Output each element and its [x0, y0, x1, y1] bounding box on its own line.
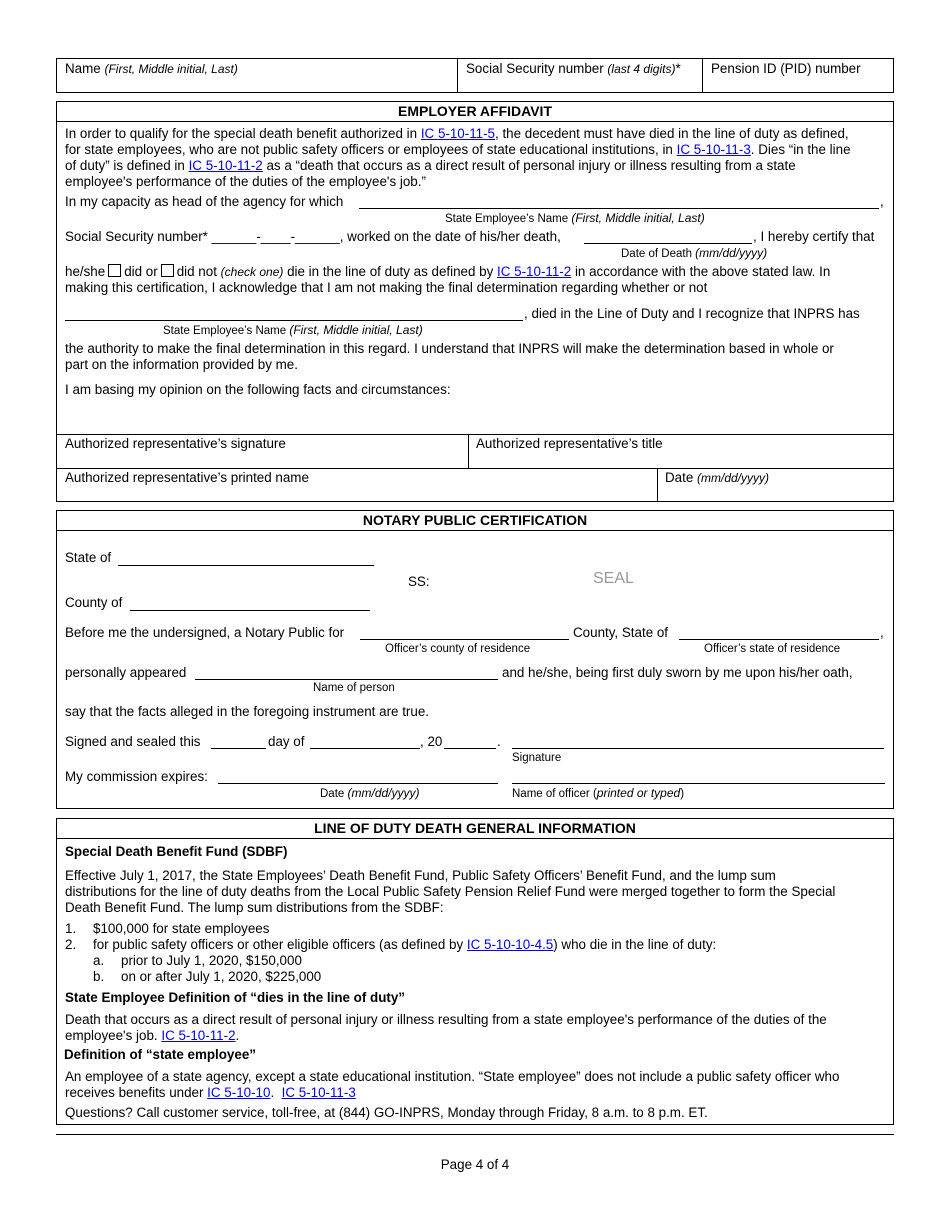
worked-text: , worked on the date of his/her death,	[339, 229, 561, 244]
name-field[interactable]	[65, 61, 238, 77]
state-employee-line1: An employee of a state agency, except a state educational institution. “State employee” does not include a public safety officer who	[65, 1069, 840, 1084]
link-ic-5-10-11-2-b[interactable]: IC 5-10-11-2	[497, 264, 572, 279]
sdbf-line2: distributions for the line of duty deaths from the Local Public Safety Pension Relief Fund were merged together to form the Special	[65, 884, 836, 899]
county-residence-caption: Officer’s county of residence	[385, 643, 531, 655]
affidavit-title: EMPLOYER AFFIDAVIT	[57, 102, 893, 122]
commission-date-caption: Date (mm/dd/yyyy)	[320, 786, 420, 800]
ssn-label: Social Security number	[466, 61, 604, 76]
notary-section	[56, 510, 894, 809]
sdbf-line3: Death Benefit Fund. The lump sum distributions from the SDBF:	[65, 900, 444, 915]
state-employee-name-input[interactable]	[359, 208, 879, 209]
title-field[interactable]: Authorized representative’s title	[476, 436, 663, 451]
sworn-text: and he/she, being first duly sworn by me upon his/her oath,	[502, 665, 853, 680]
officer-name-caption: Name of officer (printed or typed)	[512, 786, 685, 800]
ssn-note: (last 4 digits)	[607, 62, 676, 76]
state-employee-name-input-2[interactable]	[65, 320, 523, 321]
link-ic-5-10-10[interactable]: IC 5-10-10	[207, 1085, 271, 1100]
name-note: (First, Middle initial, Last)	[104, 62, 238, 76]
signed-sealed-text: Signed and sealed this	[65, 734, 201, 749]
affidavit-intro: In order to qualify for the special death benefit authorized in IC 5-10-11-5, the decedent must have died in the line of duty as defined, for state employees, who are not public safety officers or employees of state educational institutions, in IC 5-10-11-3. Dies “in the line of duty” is defined in IC 5-10-11-2 as a “death that occurs as a direct result of personal injury or illness resulting from a state employee's performance of the duties of the employee's job.”	[65, 126, 851, 189]
ssn-field[interactable]	[466, 61, 681, 77]
list-item: a. prior to July 1, 2020, $150,000	[93, 953, 302, 968]
ss-label: SS:	[408, 574, 430, 589]
state-employee-name-caption: State Employee’s Name (First, Middle initial, Last)	[445, 211, 705, 225]
day-input[interactable]	[211, 748, 266, 749]
did-not-checkbox[interactable]	[161, 264, 174, 277]
dies-line1: Death that occurs as a direct result of personal injury or illness resulting from a state employee's performance of the duties of the	[65, 1012, 827, 1027]
officer-state-input[interactable]	[679, 639, 879, 640]
capacity-text: In my capacity as head of the agency for which	[65, 194, 344, 209]
authority-line1: the authority to make the final determination in this regard. I understand that INPRS will make the determination based in whole or	[65, 341, 834, 356]
officer-county-input[interactable]	[360, 639, 569, 640]
date-field[interactable]: Date (mm/dd/yyyy)	[665, 470, 770, 485]
personally-appeared-text: personally appeared	[65, 665, 187, 680]
ssn-star: *	[675, 61, 681, 76]
officer-name-input[interactable]	[512, 783, 885, 784]
link-ic-5-10-11-3-b[interactable]: IC 5-10-11-3	[281, 1085, 356, 1100]
signature-field[interactable]: Authorized representative’s signature	[65, 436, 286, 451]
top-fields-row	[56, 58, 894, 93]
footer-divider	[56, 1134, 894, 1135]
name-label: Name	[65, 61, 101, 76]
general-info-section	[56, 818, 894, 1125]
link-ic-5-10-11-2-c[interactable]: IC 5-10-11-2	[161, 1028, 236, 1043]
date-of-death-caption: Date of Death (mm/dd/yyyy)	[621, 246, 768, 260]
state-employee-line2: receives benefits under IC 5-10-10. IC 5-10-11-3	[65, 1085, 356, 1100]
general-info-title: LINE OF DUTY DEATH GENERAL INFORMATION	[57, 819, 893, 839]
page-number: Page 4 of 4	[440, 1157, 510, 1172]
list-item: 1. $100,000 for state employees	[65, 921, 270, 936]
died-text: , died in the Line of Duty and I recognize that INPRS has	[524, 306, 860, 321]
ssn-blanks-input[interactable]: ______-____-______	[211, 229, 340, 244]
link-ic-5-10-11-5[interactable]: IC 5-10-11-5	[420, 126, 496, 141]
check-line: he/she did or did not (check one) die in the line of duty as defined by IC 5-10-11-2 in accordance with the above stated law. In	[65, 264, 831, 279]
ssn-text: Social Security number*	[65, 229, 208, 244]
year-input[interactable]	[444, 748, 496, 749]
printed-name-field[interactable]: Authorized representative’s printed name	[65, 470, 309, 485]
basing-text: I am basing my opinion on the following facts and circumstances:	[65, 382, 451, 397]
county-state-text: County, State of	[573, 625, 669, 640]
link-ic-5-10-11-3[interactable]: IC 5-10-11-3	[676, 142, 751, 157]
facts-input[interactable]	[57, 398, 893, 434]
notary-signature-input[interactable]	[512, 748, 884, 749]
pid-field[interactable]	[711, 61, 861, 77]
day-of-text: day of	[268, 734, 305, 749]
facts-alleged-text: say that the facts alleged in the foregoing instrument are true.	[65, 704, 429, 719]
county-of-input[interactable]	[130, 610, 370, 611]
link-ic-5-10-10-4-5[interactable]: IC 5-10-10-4.5	[466, 937, 554, 952]
state-employee-name-caption-2: State Employee’s Name (First, Middle initial, Last)	[163, 323, 423, 337]
state-employee-heading: Definition of “state employee”	[64, 1047, 256, 1062]
sdbf-heading: Special Death Benefit Fund (SDBF)	[65, 844, 288, 859]
dies-line2: employee's job. IC 5-10-11-2.	[65, 1028, 240, 1043]
name-of-person-caption: Name of person	[313, 682, 395, 694]
month-input[interactable]	[310, 748, 420, 749]
date-of-death-input[interactable]	[584, 243, 752, 244]
signed-period: .	[497, 734, 501, 749]
capacity-comma: ,	[880, 194, 884, 209]
state-residence-caption: Officer’s state of residence	[704, 643, 841, 655]
state-of-label: State of	[65, 550, 112, 565]
pid-label: Pension ID (PID) number	[711, 61, 861, 76]
employer-affidavit-section	[56, 101, 894, 502]
link-ic-5-10-11-2[interactable]: IC 5-10-11-2	[188, 158, 263, 173]
list-item: b. on or after July 1, 2020, $225,000	[93, 969, 322, 984]
commission-date-input[interactable]	[218, 783, 498, 784]
dies-heading: State Employee Definition of “dies in the line of duty”	[65, 990, 406, 1005]
list-item: 2. for public safety officers or other eligible officers (as defined by IC 5-10-10-4.5) who die in the line of duty:	[65, 937, 717, 952]
commission-text: My commission expires:	[65, 769, 208, 784]
authority-line2: part on the information provided by me.	[65, 357, 298, 372]
state-of-input[interactable]	[118, 565, 374, 566]
questions-text: Questions? Call customer service, toll-free, at (844) GO-INPRS, Monday through Friday, 8 a.m. to 8 p.m. ET.	[65, 1105, 708, 1120]
did-checkbox[interactable]	[108, 264, 121, 277]
notary-title: NOTARY PUBLIC CERTIFICATION	[57, 511, 893, 531]
seal-placeholder: SEAL	[593, 570, 634, 587]
certify-text: , I hereby certify that	[753, 229, 875, 244]
sdbf-line1: Effective July 1, 2017, the State Employees’ Death Benefit Fund, Public Safety Officers’ Benefit Fund, and the lump sum	[65, 868, 776, 883]
before-me-text: Before me the undersigned, a Notary Public for	[65, 625, 345, 640]
county-of-label: County of	[65, 595, 123, 610]
making-text: making this certification, I acknowledge that I am not making the final determination regarding whether or not	[65, 280, 708, 295]
twenty-text: , 20	[420, 734, 443, 749]
ssn-line	[65, 229, 561, 245]
notary-comma: ,	[880, 625, 884, 640]
signature-caption: Signature	[512, 752, 562, 764]
